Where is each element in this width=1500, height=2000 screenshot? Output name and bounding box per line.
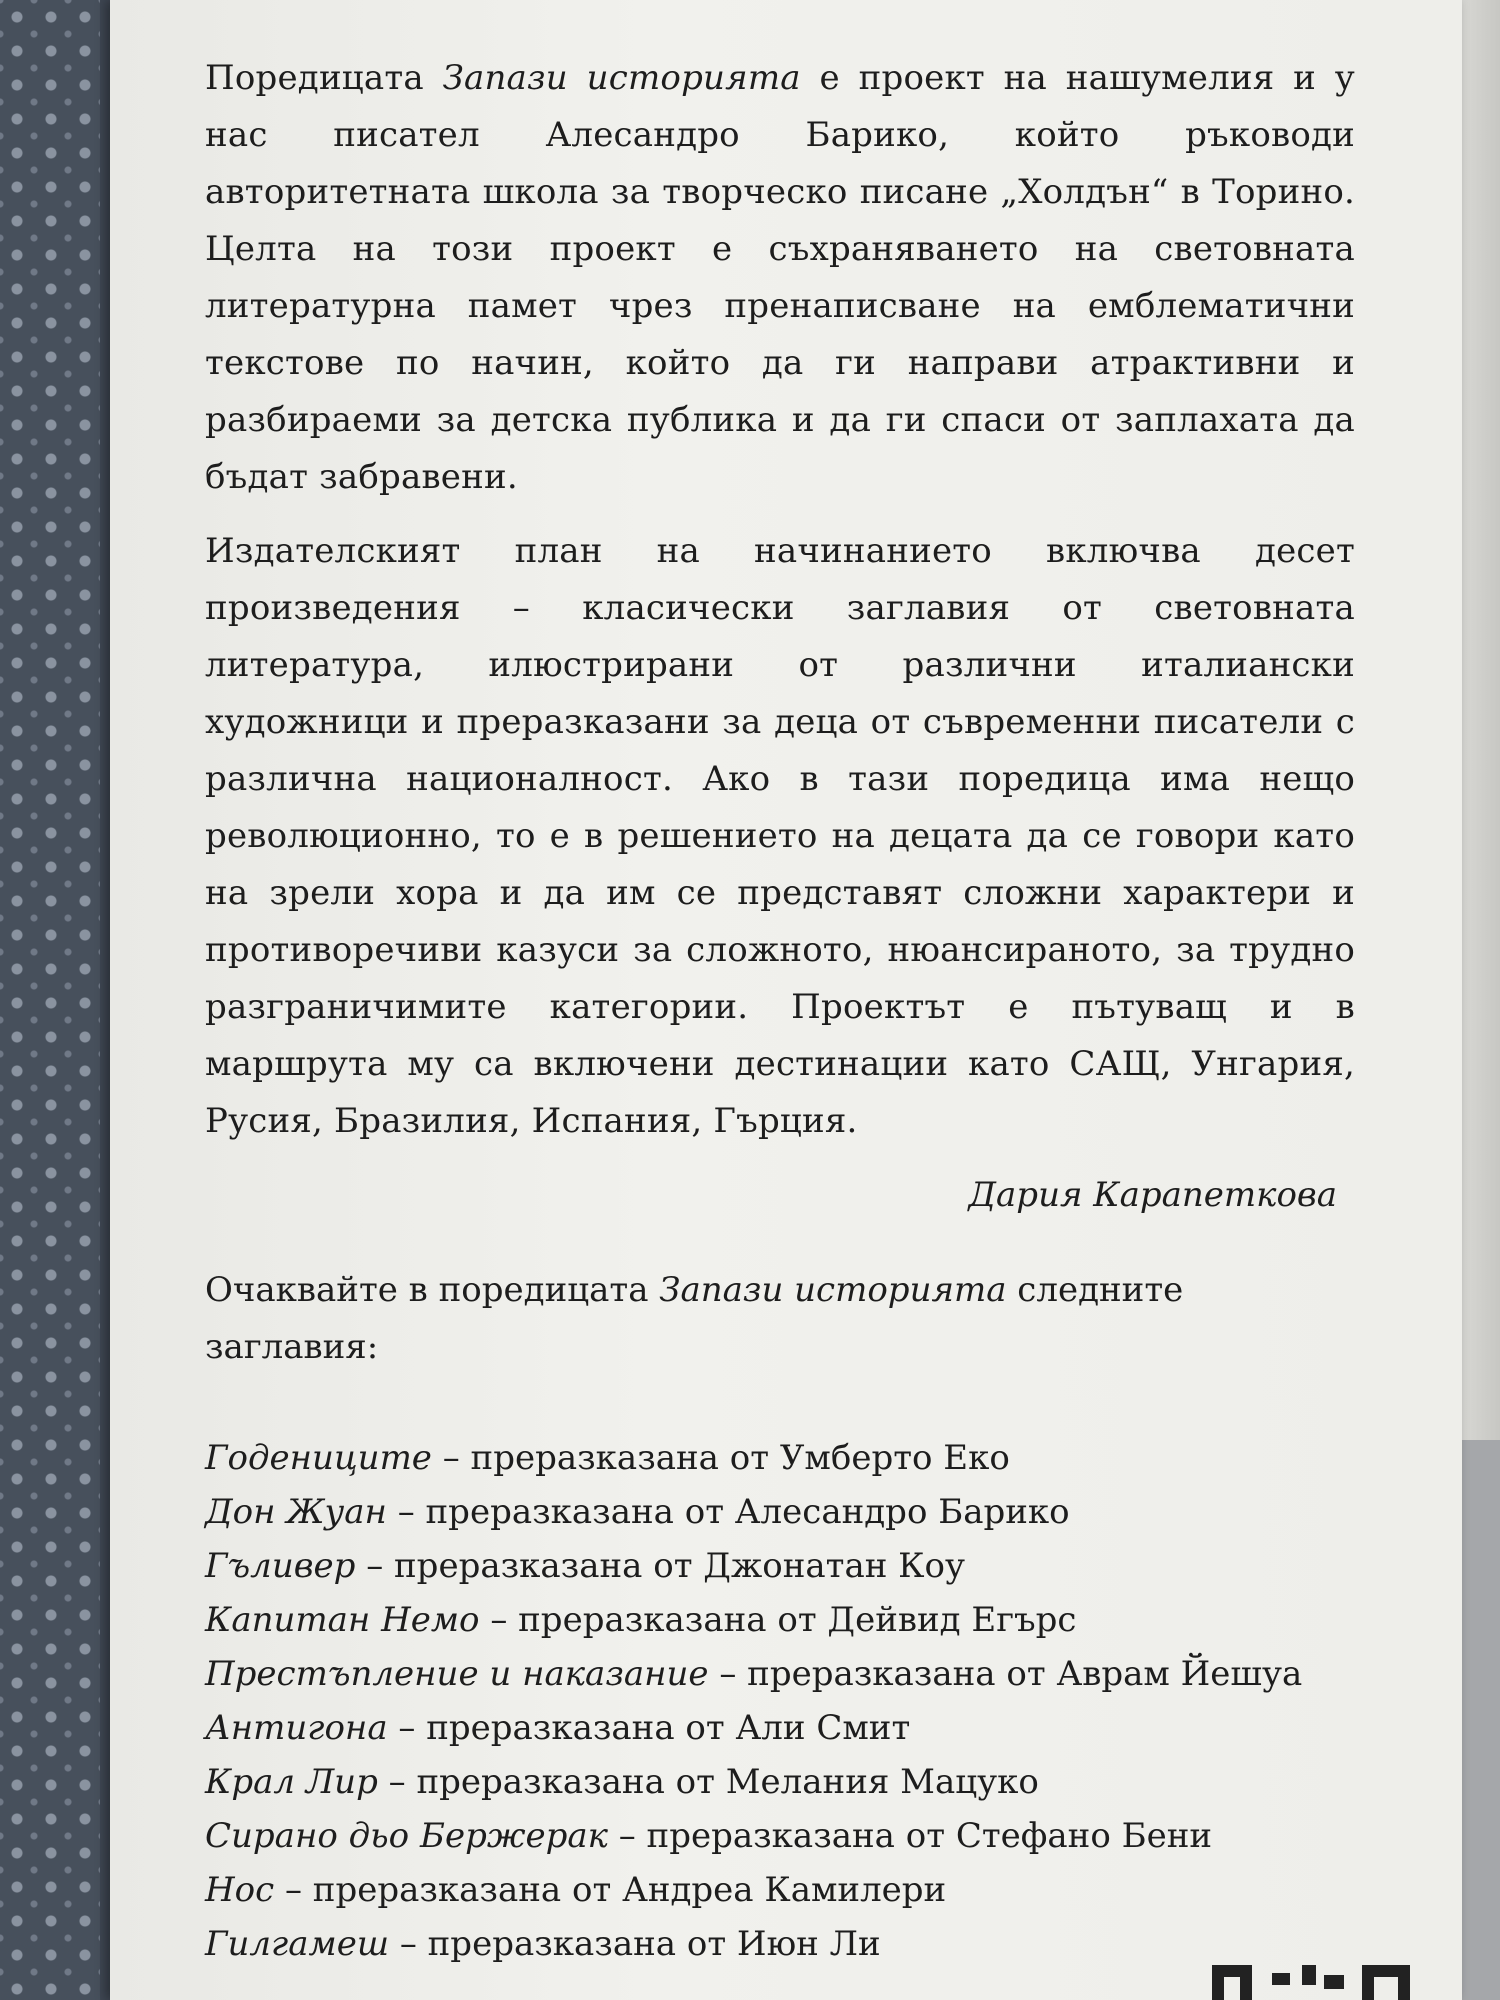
- book-back-page: [110, 0, 1462, 2000]
- book-list-item: [205, 1755, 1355, 1809]
- book-title: Антигона: [205, 1708, 388, 1748]
- book-title: Гъливер: [205, 1546, 356, 1586]
- plan-paragraph: Издателският план на начинанието включва десет произведения – класически заглавия от световната литература, илюстрирани от различни италиански художници и преразказани за деца от съвременни писатели с различна националност. Ако в тази поредица има нещо революционно, то е в решението на децата да се говори като на зрели хора и да им се представят сложни характери и противоречиви казуси за сложното, нюансираното, за трудно разграничимите категории. Проектът е пътуващ и в маршрута му са включени дестинации като САЩ, Унгария, Русия, Бразилия, Испания, Гърция.: [205, 531, 1355, 1141]
- intro-series-name: Запази историята: [442, 58, 801, 98]
- cover-pattern-strip: [0, 0, 100, 2000]
- book-list-item: [205, 1431, 1355, 1485]
- book-list-item: [205, 1647, 1355, 1701]
- book-title: Престъпление и наказание: [205, 1654, 709, 1694]
- intro-text-before: Поредицата: [205, 58, 443, 98]
- qr-code-icon: [1212, 1965, 1412, 2000]
- book-list-item: [205, 1593, 1355, 1647]
- book-title: Нос: [205, 1870, 275, 1910]
- intro-text-after: е проект на нашумелия и у нас писател Алесандро Барико, който ръководи авторитетната школа за творческо писане „Холдън“ в Торино. Целта на този проект е съхраняването на световната литературна памет чрез пренаписване на емблематични текстове по начин, който да ги направи атрактивни и разбираеми за детска публика и да ги спаси от заплахата да бъдат забравени.: [205, 58, 1355, 497]
- book-reteller: – преразказана от Умберто Еко: [431, 1438, 1010, 1478]
- book-list-item: [205, 1485, 1355, 1539]
- book-reteller: – преразказана от Июн Ли: [389, 1924, 881, 1964]
- background-right-shadow: [1460, 1440, 1500, 2000]
- book-title: Сирано дьо Бержерак: [205, 1816, 608, 1856]
- book-reteller: – преразказана от Аврам Йешуа: [708, 1654, 1303, 1694]
- book-reteller: – преразказана от Али Смит: [387, 1708, 911, 1748]
- expect-text-before: Очаквайте в поредицата: [205, 1270, 660, 1310]
- book-title: Гилгамеш: [205, 1924, 390, 1964]
- book-reteller: – преразказана от Дейвид Егърс: [479, 1600, 1077, 1640]
- expect-text-after: следните заглавия:: [205, 1270, 1184, 1367]
- book-reteller: – преразказана от Стефано Бени: [607, 1816, 1213, 1856]
- book-list: [205, 1431, 1355, 1971]
- expect-heading: [205, 1262, 1205, 1376]
- book-title: Годениците: [205, 1438, 432, 1478]
- book-title: Крал Лир: [205, 1762, 378, 1802]
- expect-series-name: Запази историята: [659, 1270, 1007, 1310]
- author-signature: Дария Карапеткова: [968, 1175, 1337, 1215]
- book-list-item: [205, 1701, 1355, 1755]
- book-list-item: [205, 1539, 1355, 1593]
- book-reteller: – преразказана от Джонатан Коу: [355, 1546, 965, 1586]
- book-reteller: – преразказана от Алесандро Барико: [386, 1492, 1070, 1532]
- page-content: [205, 50, 1355, 1971]
- book-reteller: – преразказана от Мелания Мацуко: [377, 1762, 1039, 1802]
- book-list-item: [205, 1863, 1355, 1917]
- book-title: Дон Жуан: [205, 1492, 387, 1532]
- book-title: Капитан Немо: [205, 1600, 480, 1640]
- intro-paragraph: [205, 50, 1355, 506]
- book-reteller: – преразказана от Андреа Камилери: [274, 1870, 947, 1910]
- book-list-item: [205, 1809, 1355, 1863]
- book-list-item: [205, 1917, 1355, 1971]
